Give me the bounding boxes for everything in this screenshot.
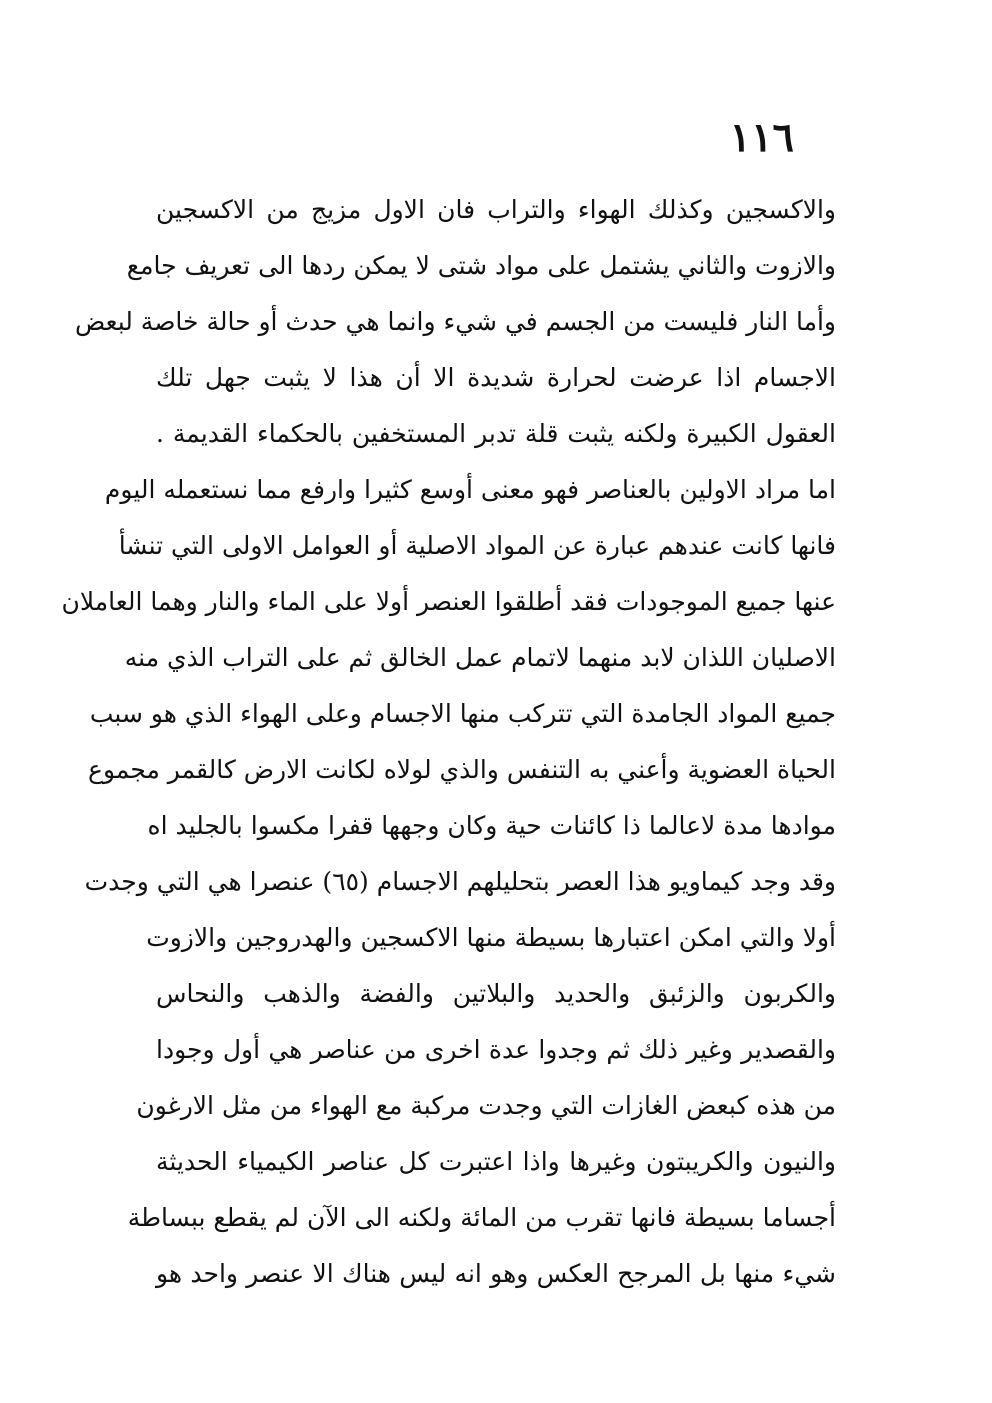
text-line: العقول الكبيرة ولكنه يثبت قلة تدبر المستخفين بالحكماء القديمة . [156, 419, 836, 448]
text-line: عنها جميع الموجودات فقد أطلقوا العنصر أولا على الماء والنار وهما العاملان [61, 587, 836, 616]
text-line: الاجسام اذا عرضت لحرارة شديدة الا أن هذا لا يثبت جهل تلك [156, 363, 836, 392]
text-line: والقصدير وغير ذلك ثم وجدوا عدة اخرى من عناصر هي أول وجودا [156, 1035, 836, 1064]
page-number: ١١٦ [729, 114, 794, 161]
text-line: الاصليان اللذان لابد منهما لاتمام عمل الخالق ثم على التراب الذي منه [124, 643, 836, 672]
text-line: أولا والتي امكن اعتبارها بسيطة منها الاكسجين والهدروجين والازوت [146, 923, 836, 952]
text-line: وأما النار فليست من الجسم في شيء وانما هي حدث أو حالة خاصة لبعض [75, 307, 836, 336]
body-text [61, 182, 836, 1302]
text-line: الحياة العضوية وأعني به التنفس والذي لولاه لكانت الارض كالقمر مجموع [88, 755, 836, 784]
text-line: موادها مدة لاعالما ذا كائنات حية وكان وجهها قفرا مكسوا بالجليد اه [147, 811, 836, 840]
text-line: والازوت والثاني يشتمل على مواد شتى لا يمكن ردها الى تعريف جامع [126, 251, 836, 280]
text-line: جميع المواد الجامدة التي تتركب منها الاجسام وعلى الهواء الذي هو سبب [89, 699, 836, 728]
text-line: والكربون والزئبق والحديد والبلاتين والفضة والذهب والنحاس [156, 979, 836, 1008]
text-line: من هذه كبعض الغازات التي وجدت مركبة مع الهواء من مثل الارغون [136, 1091, 836, 1120]
text-line: وقد وجد كيماويو هذا العصر بتحليلهم الاجسام (٦٥) عنصرا هي التي وجدت [84, 867, 836, 896]
text-line: اما مراد الاولين بالعناصر فهو معنى أوسع كثيرا وارفع مما نستعمله اليوم [104, 475, 836, 504]
text-line: شيء منها بل المرجح العكس وهو انه ليس هناك الا عنصر واحد هو [156, 1259, 836, 1288]
text-line: فانها كانت عندهم عبارة عن المواد الاصلية أو العوامل الاولى التي تنشأ [118, 531, 836, 560]
text-line: والنيون والكريبتون وغيرها واذا اعتبرت كل عناصر الكيمياء الحديثة [156, 1147, 836, 1176]
text-line: أجساما بسيطة فانها تقرب من المائة ولكنه الى الآن لم يقطع ببساطة [127, 1203, 836, 1232]
text-line: والاكسجين وكذلك الهواء والتراب فان الاول مزيج من الاكسجين [156, 195, 836, 224]
